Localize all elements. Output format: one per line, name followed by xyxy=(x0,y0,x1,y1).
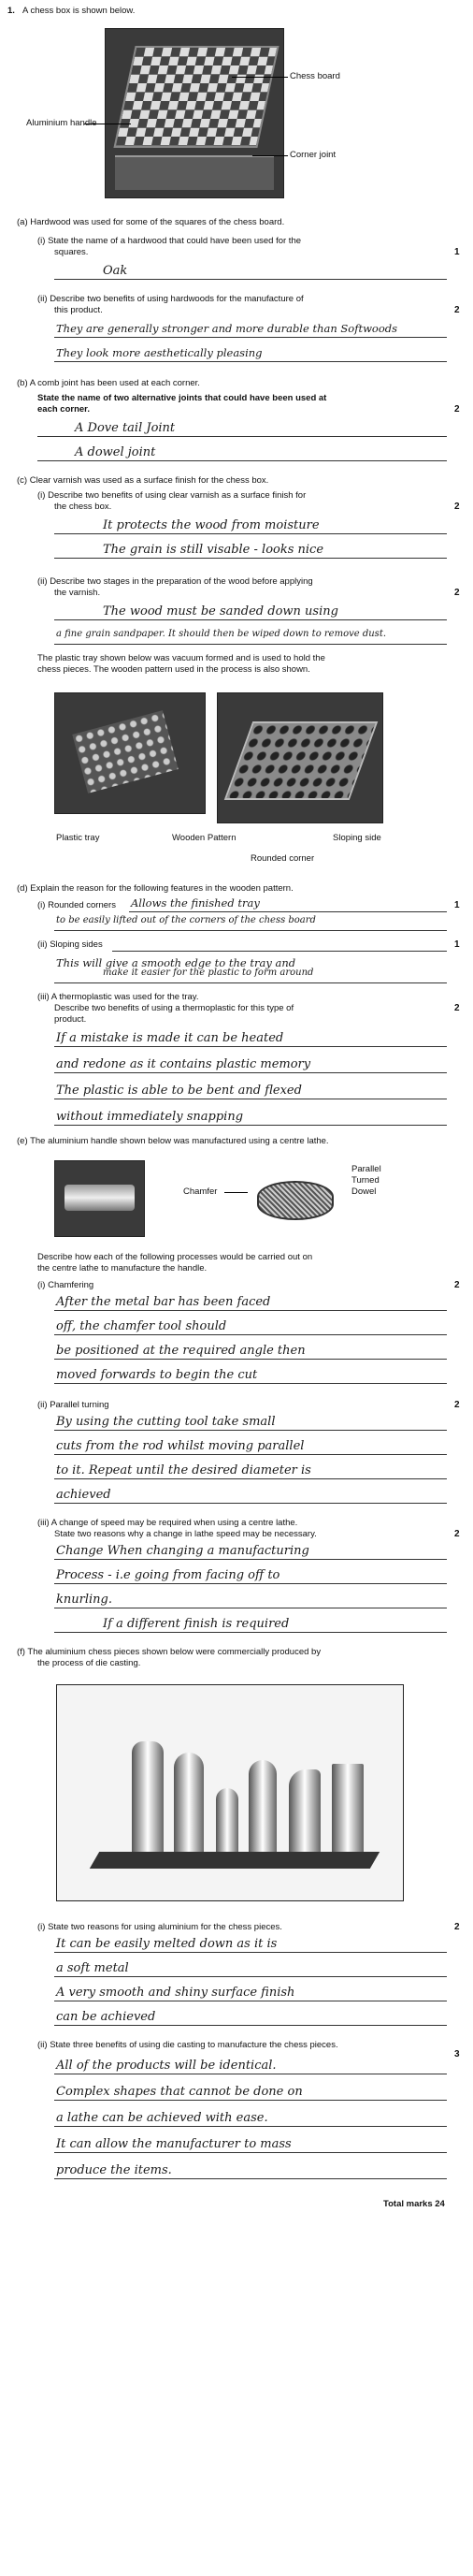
answer-text: moved forwards to begin the cut xyxy=(56,1368,258,1382)
answer-text: and redone as it contains plastic memory xyxy=(56,1057,311,1071)
answer-text: make it easier for the plastic to form around xyxy=(103,968,314,978)
part-b-stem: (b) A comb joint has been used at each corner. xyxy=(17,378,200,388)
answer-text: This will give a smooth edge to the tray and xyxy=(56,956,296,969)
chess-board-graphic xyxy=(113,46,279,148)
c-i-question: the chess box. xyxy=(54,502,112,512)
question-intro: A chess box is shown below. xyxy=(22,6,136,16)
label-plastic-tray: Plastic tray xyxy=(56,833,100,843)
answer-line xyxy=(54,1383,447,1384)
answer-text: By using the cutting tool take small xyxy=(56,1415,276,1429)
b-question: State the name of two alternative joints that could have been used at xyxy=(37,393,327,403)
mark: 2 xyxy=(454,305,460,315)
question-number: 1. xyxy=(7,6,15,16)
answer-line xyxy=(54,361,447,362)
answer-text: A dowel joint xyxy=(75,445,156,459)
answer-line xyxy=(37,436,447,437)
answer-line xyxy=(54,1478,447,1479)
answer-text: If a different finish is required xyxy=(103,1617,290,1631)
e-iii-question: State two reasons why a change in lathe speed may be necessary. xyxy=(54,1529,317,1539)
part-e-stem: (e) The aluminium handle shown below was manufactured using a centre lathe. xyxy=(17,1136,329,1146)
answer-line xyxy=(54,1430,447,1431)
label-turned: Turned xyxy=(351,1175,380,1186)
answer-text: without immediately snapping xyxy=(56,1110,244,1124)
d-iii-question: (iii) A thermoplastic was used for the tray. xyxy=(37,992,199,1002)
piece-rook-graphic xyxy=(332,1764,364,1856)
a-ii-question: (ii) Describe two benefits of using hardwoods for the manufacture of xyxy=(37,294,304,304)
answer-text: achieved xyxy=(56,1488,111,1502)
mark: 2 xyxy=(454,588,460,598)
c-i-question: (i) Describe two benefits of using clear varnish as a surface finish for xyxy=(37,490,307,501)
answer-text: They are generally stronger and more durable than Softwoods xyxy=(56,322,398,335)
answer-line xyxy=(54,1046,447,1047)
answer-line xyxy=(54,1632,447,1633)
a-ii-question: this product. xyxy=(54,305,103,315)
piece-knight-graphic xyxy=(289,1769,321,1856)
answer-text: off, the chamfer tool should xyxy=(56,1319,227,1333)
answer-line xyxy=(54,337,447,338)
answer-text: knurling. xyxy=(56,1593,112,1607)
answer-text: Process - i.e going from facing off to xyxy=(56,1568,280,1582)
d-i-question: (i) Rounded corners xyxy=(37,900,116,910)
answer-line xyxy=(54,982,447,983)
chess-box-photo xyxy=(105,28,284,198)
answer-line xyxy=(54,1976,447,1977)
answer-line xyxy=(54,2025,447,2026)
part-f-stem: the process of die casting. xyxy=(37,1658,141,1668)
b-question: each corner. xyxy=(37,404,90,415)
part-c-stem: (c) Clear varnish was used as a surface finish for the chess box. xyxy=(17,475,269,486)
answer-line xyxy=(54,1125,447,1126)
answer-line xyxy=(54,1952,447,1953)
answer-text: It can be easily melted down as it is xyxy=(56,1937,278,1951)
label-corner-joint: Corner joint xyxy=(290,150,337,160)
answer-text: cuts from the rod whilst moving parallel xyxy=(56,1439,305,1453)
tray-graphic xyxy=(72,710,178,793)
part-d-stem: (d) Explain the reason for the following features in the wooden pattern. xyxy=(17,883,294,894)
answer-text: Oak xyxy=(103,264,128,278)
answer-line xyxy=(54,2178,447,2179)
e-question: the centre lathe to manufacture the handle. xyxy=(37,1263,208,1273)
plastic-tray-photo xyxy=(54,692,206,814)
mark: 2 xyxy=(454,1003,460,1013)
mark: 2 xyxy=(454,1280,460,1290)
answer-line xyxy=(54,1072,447,1073)
pattern-graphic xyxy=(224,721,379,800)
mark: 2 xyxy=(454,502,460,512)
a-i-question: (i) State the name of a hardwood that could have been used for the xyxy=(37,236,302,246)
e-iii-question: (iii) A change of speed may be required when using a centre lathe. xyxy=(37,1518,298,1528)
callout-line xyxy=(232,77,288,78)
label-dowel: Dowel xyxy=(351,1186,377,1197)
answer-text: Complex shapes that cannot be done on xyxy=(56,2085,303,2099)
label-rounded-corner: Rounded corner xyxy=(251,853,315,864)
answer-text: a soft metal xyxy=(56,1961,129,1975)
lathe-photo xyxy=(54,1160,145,1237)
answer-text: to it. Repeat until the desired diameter is xyxy=(56,1463,311,1477)
answer-text: to be easily lifted out of the corners of the chess board xyxy=(56,915,316,925)
mark: 1 xyxy=(454,900,460,910)
mark: 2 xyxy=(454,1529,460,1539)
answer-line xyxy=(54,533,447,534)
f-i-question: (i) State two reasons for using aluminium for the chess pieces. xyxy=(37,1922,282,1932)
answer-line xyxy=(54,930,447,931)
piece-pawn-graphic xyxy=(216,1788,238,1856)
answer-text: The plastic is able to be bent and flexed xyxy=(56,1084,302,1098)
chess-pieces-photo xyxy=(56,1684,404,1901)
box-side-graphic xyxy=(115,155,274,190)
piece-king-graphic xyxy=(132,1741,164,1854)
c-ii-question: (ii) Describe two stages in the preparation of the wood before applying xyxy=(37,576,313,587)
answer-line xyxy=(37,460,447,461)
answer-line xyxy=(54,2152,447,2153)
answer-line xyxy=(54,279,447,280)
d-ii-question: (ii) Sloping sides xyxy=(37,939,103,950)
d-iii-question: product. xyxy=(54,1014,87,1025)
answer-text: produce the items. xyxy=(56,2163,172,2177)
label-parallel: Parallel xyxy=(351,1164,381,1174)
answer-line xyxy=(54,1334,447,1335)
answer-text: It protects the wood from moisture xyxy=(103,518,320,532)
e-question: Describe how each of the following processes would be carried out on xyxy=(37,1252,313,1262)
piece-queen-graphic xyxy=(174,1753,204,1854)
e-i-question: (i) Chamfering xyxy=(37,1280,94,1290)
a-i-question: squares. xyxy=(54,247,89,257)
mark: 2 xyxy=(454,1922,460,1932)
shadow-graphic xyxy=(90,1852,380,1869)
answer-line xyxy=(54,1310,447,1311)
mark: 1 xyxy=(454,247,460,257)
answer-text: It can allow the manufacturer to mass xyxy=(56,2137,292,2151)
answer-line xyxy=(54,619,447,620)
callout-line xyxy=(252,155,288,156)
answer-line xyxy=(54,558,447,559)
answer-text: A Dove tail Joint xyxy=(75,421,176,435)
lathe-work-graphic xyxy=(64,1185,135,1211)
mark: 2 xyxy=(454,404,460,415)
answer-text: After the metal bar has been faced xyxy=(56,1295,271,1309)
label-chamfer: Chamfer xyxy=(183,1186,218,1197)
f-ii-question: (ii) State three benefits of using die casting to manufacture the chess pieces. xyxy=(37,2040,338,2050)
answer-line xyxy=(129,911,447,912)
answer-text: Change When changing a manufacturing xyxy=(56,1544,309,1558)
knurled-handle-graphic xyxy=(257,1181,334,1220)
mark: 1 xyxy=(454,939,460,950)
e-ii-question: (ii) Parallel turning xyxy=(37,1400,109,1410)
part-a-stem: (a) Hardwood was used for some of the squares of the chess board. xyxy=(17,217,285,227)
answer-line xyxy=(54,2100,447,2101)
piece-bishop-graphic xyxy=(249,1760,277,1856)
answer-line xyxy=(54,1359,447,1360)
c-ii-question: the varnish. xyxy=(54,588,101,598)
label-wooden-pattern: Wooden Pattern xyxy=(172,833,236,843)
answer-text: a lathe can be achieved with ease. xyxy=(56,2111,268,2125)
label-chess-board: Chess board xyxy=(290,71,340,81)
answer-line xyxy=(54,1583,447,1584)
answer-line xyxy=(54,1454,447,1455)
part-f-stem: (f) The aluminium chess pieces shown below were commercially produced by xyxy=(17,1647,322,1657)
answer-text: be positioned at the required angle then xyxy=(56,1344,306,1358)
answer-text: Allows the finished tray xyxy=(131,896,260,910)
total-marks: Total marks 24 xyxy=(383,2199,445,2209)
d-iii-question: Describe two benefits of using a thermoplastic for this type of xyxy=(54,1003,294,1013)
answer-text: A very smooth and shiny surface finish xyxy=(56,1986,295,2000)
answer-text: If a mistake is made it can be heated xyxy=(56,1031,284,1045)
answer-line xyxy=(54,1503,447,1504)
wooden-pattern-photo xyxy=(217,692,383,823)
mark: 3 xyxy=(454,2049,460,2059)
answer-text: a fine grain sandpaper. It should then be wiped down to remove dust. xyxy=(56,629,387,639)
answer-line xyxy=(54,644,447,645)
answer-line xyxy=(54,1559,447,1560)
answer-line xyxy=(54,2126,447,2127)
callout-line xyxy=(224,1192,249,1193)
answer-text: can be achieved xyxy=(56,2010,156,2024)
label-sloping-side: Sloping side xyxy=(333,833,381,843)
mark: 2 xyxy=(454,1400,460,1410)
label-aluminium-handle: Aluminium handle xyxy=(26,118,97,128)
tray-text: chess pieces. The wooden pattern used in the process is also shown. xyxy=(37,664,310,675)
answer-text: All of the products will be identical. xyxy=(56,2059,277,2073)
answer-text: They look more aesthetically pleasing xyxy=(56,346,263,359)
answer-line xyxy=(112,951,447,952)
tray-text: The plastic tray shown below was vacuum formed and is used to hold the xyxy=(37,653,325,663)
answer-text: The grain is still visable - looks nice xyxy=(103,543,324,557)
answer-text: The wood must be sanded down using xyxy=(103,604,338,619)
handle-photo xyxy=(248,1160,339,1235)
